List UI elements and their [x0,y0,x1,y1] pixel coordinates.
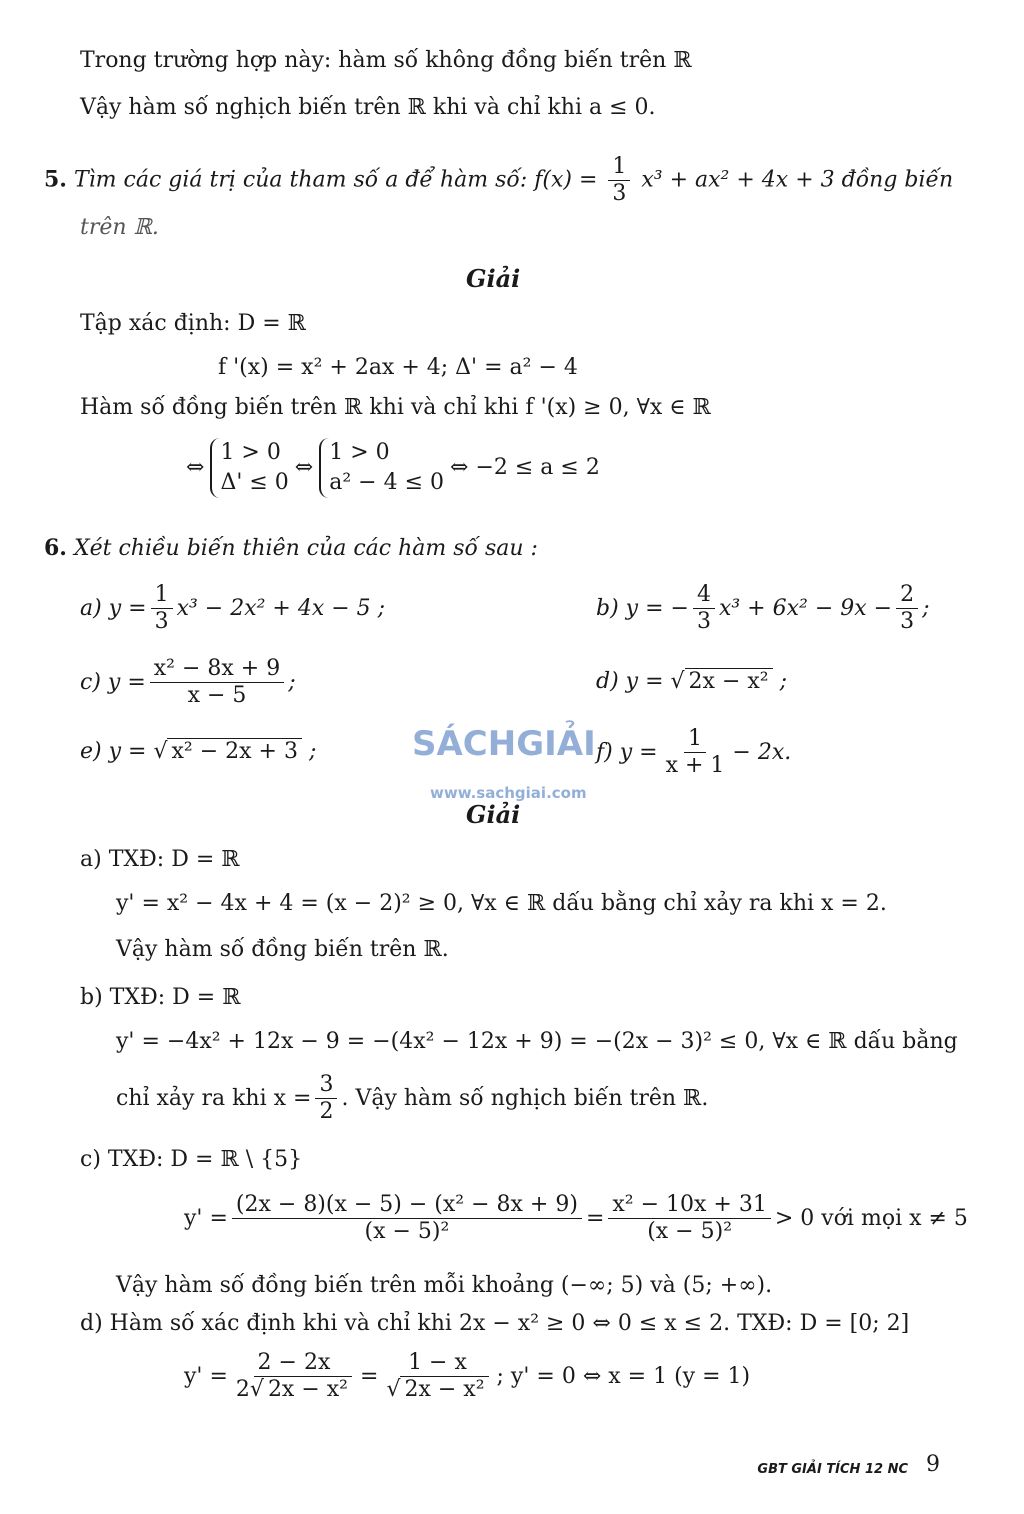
problem-6a: a) y = $\frac{1}{3}$ x³ − 2x² + 4x − 5 ; [80,582,386,634]
watermark-brand: SÁCHGIẢI [412,724,596,764]
problem-5-statement: 5. Tìm các giá trị của tham số a để hàm số: f(x) = $\frac{1}{3}$ x³ + ax² + 4x + 3 đồng biến [44,154,954,206]
intro-line-1: Trong trường hợp này: hàm số không đồng biến trên ℝ [80,48,692,73]
footer-book-title: GBT GIẢI TÍCH 12 NC [757,1462,908,1477]
sol6b-line2: chỉ xảy ra khi x = $\frac{3}{2}$ . Vậy hàm số nghịch biến trên ℝ. [116,1072,709,1124]
sol6b-line1: y' = −4x² + 12x − 9 = −(4x² − 12x + 9) = −(2x − 3)² ≤ 0, ∀x ∈ ℝ dấu bằng [116,1029,958,1054]
problem-6e: e) y = √ x² − 2x + 3 ; [80,739,317,764]
problem-number: 6. [44,535,67,561]
sol6a-head: a) TXĐ: D = ℝ [80,847,240,872]
sol6c-conclusion: Vậy hàm số đồng biến trên mỗi khoảng (−∞; 5) và (5; +∞). [116,1273,773,1298]
problem-6f: f) y = $\frac{1}{x + 1}$ − 2x. [596,726,792,778]
problem-number: 5. [44,166,67,193]
system-brace: 1 > 0 a² − 4 ≤ 0 [319,438,444,498]
problem-6d: d) y = √ 2x − x² ; [596,669,788,694]
problem-6-statement: 6. Xét chiều biến thiên của các hàm số sau : [44,535,538,561]
sol6a-line1: y' = x² − 4x + 4 = (x − 2)² ≥ 0, ∀x ∈ ℝ dấu bằng chỉ xảy ra khi x = 2. [116,891,887,916]
sol5-system: ⇔ 1 > 0 Δ' ≤ 0 ⇔ 1 > 0 a² − 4 ≤ 0 ⇔ −2 ≤ a ≤ 2 [186,438,600,498]
problem-6c: c) y = $\frac{\text{x² − 8x + 9}}{x - 5}$ ; [80,656,296,708]
watermark [412,716,632,806]
sol5-condition: Hàm số đồng biến trên ℝ khi và chỉ khi f '(x) ≥ 0, ∀x ∈ ℝ [80,395,711,420]
system-brace: 1 > 0 Δ' ≤ 0 [210,438,288,498]
sol6a-line2: Vậy hàm số đồng biến trên ℝ. [116,937,449,962]
solution-heading: Giải [466,800,521,829]
sol6d-derivative: y' = $\frac{2 - 2x}{\text{2√ 2x − x²}}$ = $\frac{1 - x}{\text{√ 2x − x²}}$ ; y' = 0 ⇔ x = 1 (y = 1) [184,1350,751,1402]
sol5-derivative: f '(x) = x² + 2ax + 4; Δ' = a² − 4 [218,355,578,380]
fraction: $\frac{1}{3}$ [608,154,630,207]
sol5-domain: Tập xác định: D = ℝ [80,311,306,336]
sol6c-derivative: y' = $\frac{\text{(2x − 8)(x − 5) − (x² − 8x + 9)}}{\text{(x − 5)²}}$ = $\frac{\text{x² − 10x + 31}}{\text{(x − 5)²}}$ > 0 với mọi x ≠ 5 [184,1192,968,1244]
watermark-url: www.sachgiai.com [430,784,587,802]
intro-line-2: Vậy hàm số nghịch biến trên ℝ khi và chỉ khi a ≤ 0. [80,95,656,120]
problem-6b: b) y = − $\frac{4}{3}$ x³ + 6x² − 9x − $\frac{2}{3}$ ; [596,582,930,634]
problem-5-cont: trên ℝ. [80,215,159,240]
sol6d-head: d) Hàm số xác định khi và chỉ khi 2x − x² ≥ 0 ⇔ 0 ≤ x ≤ 2. TXĐ: D = [0; 2] [80,1311,910,1336]
solution-heading: Giải [466,264,521,293]
sol6c-head: c) TXĐ: D = ℝ \ {5} [80,1147,303,1172]
sol6b-head: b) TXĐ: D = ℝ [80,985,241,1010]
page-number: 9 [926,1452,940,1477]
